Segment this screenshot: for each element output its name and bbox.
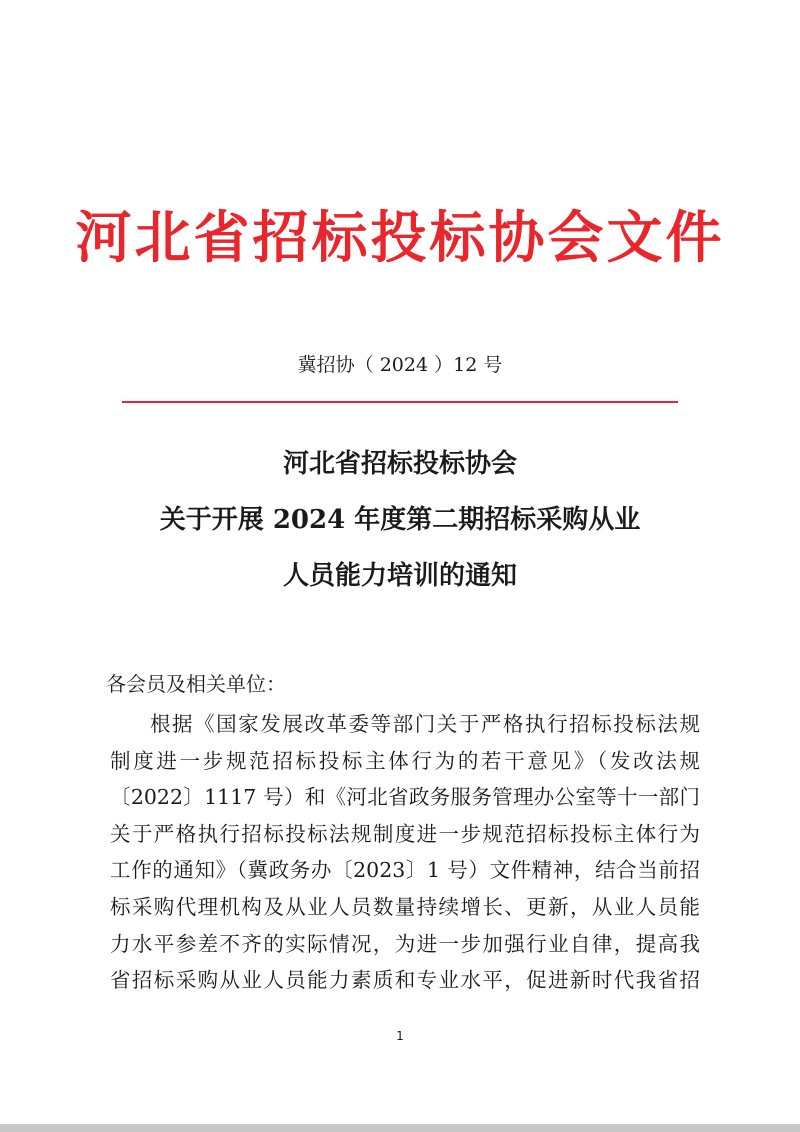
body-line: 标采购代理机构及从业人员数量持续增长、更新，从业人员能: [110, 894, 700, 919]
body-line: 〔2022〕1117 号）和《河北省政务服务管理办公室等十一部门: [110, 785, 700, 810]
page-number: 1: [396, 1029, 404, 1043]
body-line: 工作的通知》（冀政务办〔2023〕1 号）文件精神，结合当前招: [110, 858, 700, 883]
salutation: 各会员及相关单位：: [106, 672, 286, 696]
scan-edge-strip: [0, 1124, 800, 1132]
body-line: 制度进一步规范招标投标主体行为的若干意见》（发改法规: [110, 748, 700, 773]
notice-title: [0, 436, 800, 604]
body-paragraph: [110, 706, 700, 999]
red-divider-line: [122, 401, 678, 403]
document-number: 冀招协（ 2024 ）12 号: [297, 354, 503, 376]
title-line-1: 河北省招标投标协会: [282, 449, 517, 479]
title-line-2: 关于开展 2024 年度第二期招标采购从业: [159, 505, 641, 535]
body-line: 力水平参差不齐的实际情况，为进一步加强行业自律，提高我: [110, 931, 700, 956]
body-line: 根据《国家发展改革委等部门关于严格执行招标投标法规: [150, 712, 700, 736]
title-line-3: 人员能力培训的通知: [282, 561, 517, 591]
body-line: 省招标采购从业人员能力素质和专业水平，促进新时代我省招: [110, 968, 700, 993]
masthead-title: 河北省招标投标协会文件: [75, 205, 725, 271]
body-line: 关于严格执行招标投标法规制度进一步规范招标投标主体行为: [110, 821, 700, 846]
